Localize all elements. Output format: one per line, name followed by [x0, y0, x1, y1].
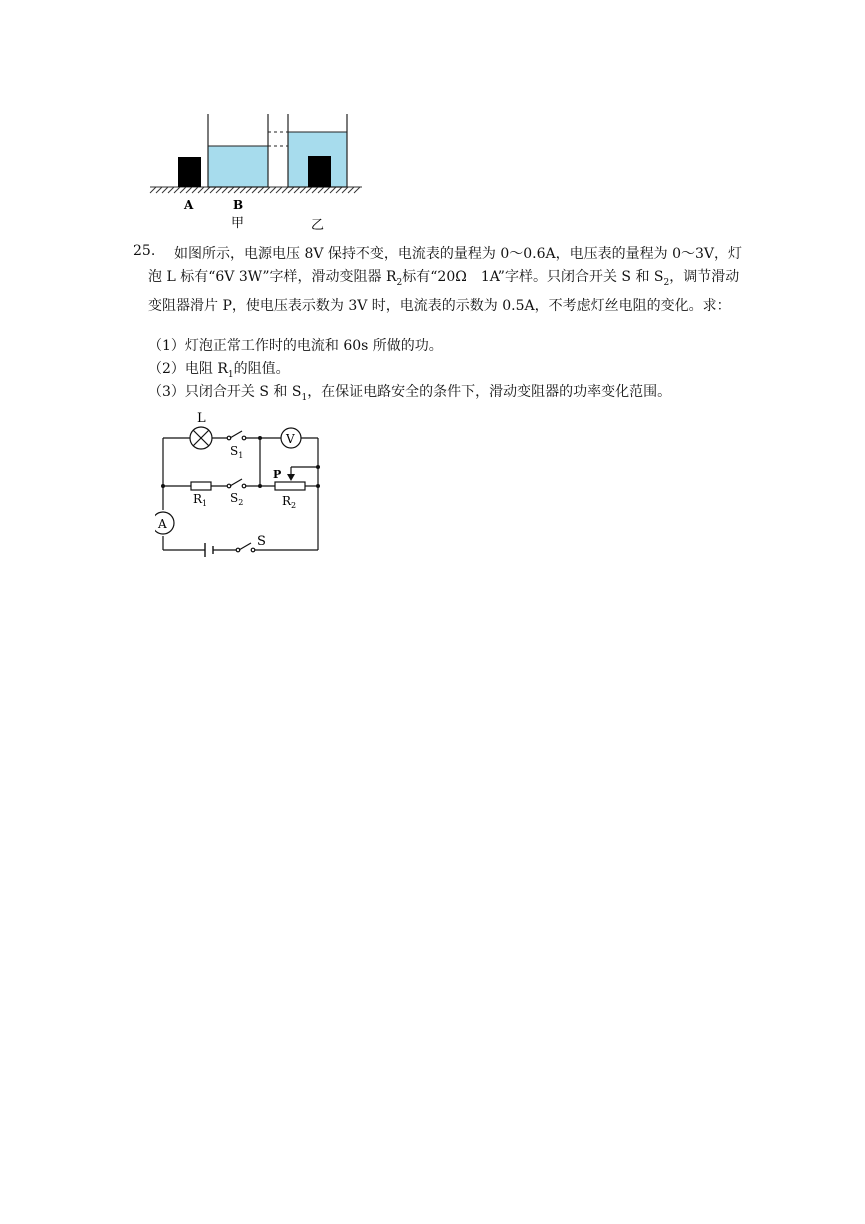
sub-question-1-text: （1）灯泡正常工作时的电流和 60s 所做的功。 [148, 338, 443, 354]
s-label: S [257, 534, 266, 549]
block-a [178, 157, 201, 187]
label-b: B [233, 198, 244, 212]
circuit-diagram [155, 410, 330, 560]
sub-question-3-sub: 1 [301, 392, 308, 403]
sub-question-2-text-b: 的阻值。 [233, 361, 290, 377]
rheostat-r2-icon [275, 482, 305, 490]
block-b-submerged [308, 156, 331, 187]
stem-part-a: 如图所示，电源电压 8V 保持不变，电流表的量程为 0～0.6A，电压表的量程为 0～3V，灯泡 L 标有“6V 3W”字样，滑动变阻器 R [148, 246, 743, 285]
label-a: A [184, 198, 194, 212]
sub-question-2 [148, 358, 290, 380]
sub-question-3-text-a: （3）只闭合开关 S 和 S [148, 384, 302, 400]
question-stem [148, 243, 743, 318]
figure-water-containers [145, 108, 375, 233]
lamp-icon [190, 427, 212, 449]
battery-icon [205, 543, 213, 557]
r2-label: $R_2$ [282, 494, 297, 510]
sub-question-1 [148, 335, 443, 355]
water-jia [208, 146, 268, 187]
lamp-label: L [197, 411, 206, 426]
s1-label: $S_1$ [230, 444, 244, 460]
stem-sub-r2: 2 [396, 277, 403, 288]
voltmeter-label: V [286, 432, 295, 446]
label-yi: 乙 [311, 218, 325, 233]
switch-s2-icon [227, 479, 246, 488]
label-jia: 甲 [231, 216, 245, 231]
stem-part-b: 标有“20Ω 1A”字样。只闭合开关 S 和 S [402, 269, 664, 285]
switch-s-icon [236, 543, 255, 552]
sub-question-2-sub: 1 [227, 369, 234, 380]
ammeter-label: A [158, 517, 167, 531]
slider-arrow-icon [287, 474, 295, 481]
r1-label: $R_1$ [193, 492, 208, 508]
stem-part-c: ，调节滑动变阻器滑片 P，使电压表示数为 3V 时，电流表的示数为 0.5A，不考虑灯丝电阻的变化。求： [148, 269, 740, 314]
question-number: 25. [133, 243, 156, 259]
switch-s1-icon [227, 431, 246, 440]
resistor-r1-icon [191, 482, 211, 490]
p-label: P [273, 468, 282, 481]
stem-sub-s2: 2 [663, 277, 670, 288]
s2-label: $S_2$ [230, 491, 244, 507]
sub-question-3-text-b: ，在保证电路安全的条件下，滑动变阻器的功率变化范围。 [307, 384, 672, 400]
sub-question-3 [148, 381, 671, 403]
ground [150, 187, 362, 193]
sub-question-2-text-a: （2）电阻 R [148, 361, 228, 377]
